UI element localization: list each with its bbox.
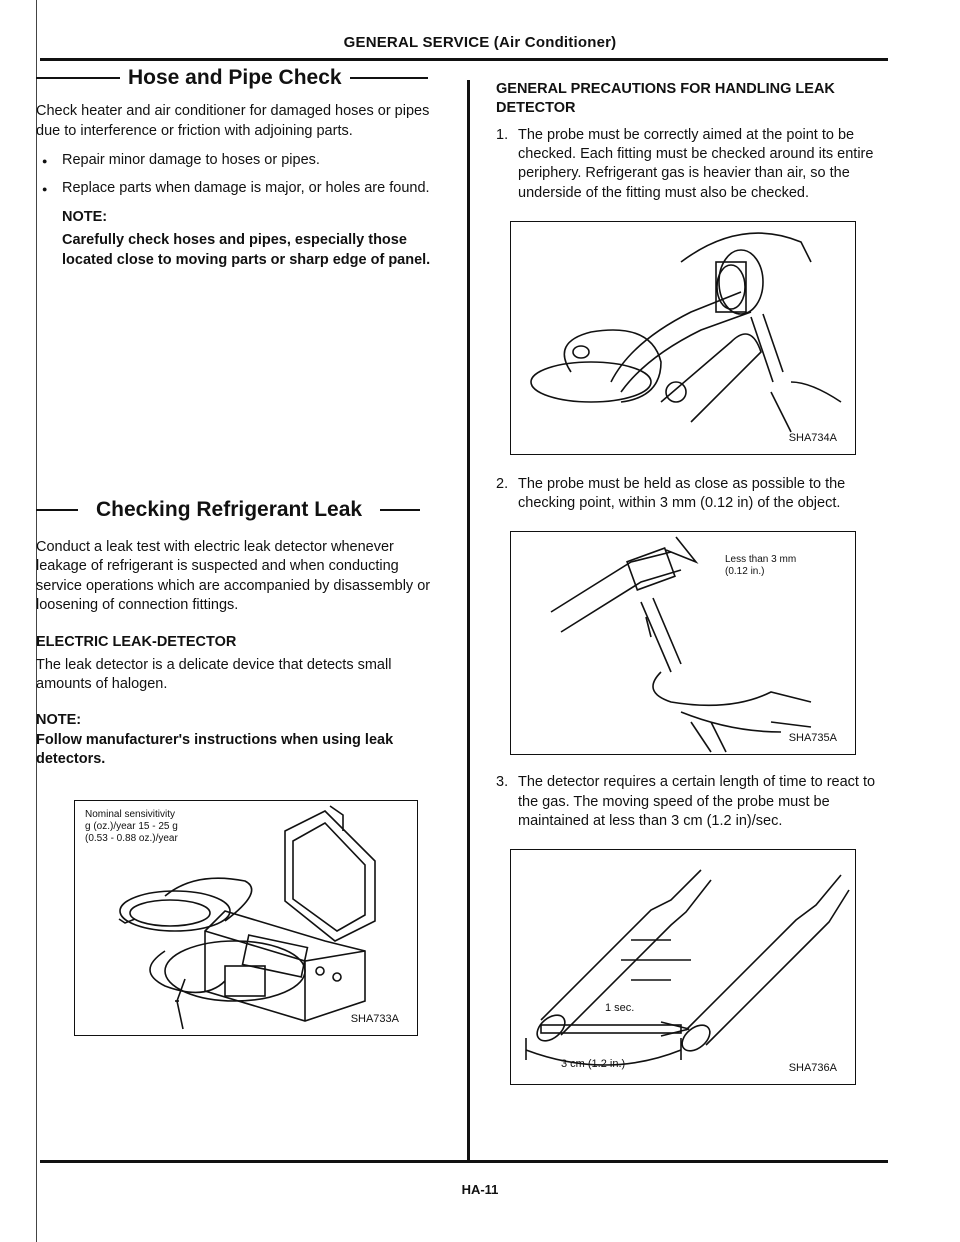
step-number: 1. xyxy=(496,126,509,143)
figure-code: SHA735A xyxy=(788,732,837,745)
right-column xyxy=(496,80,891,1085)
label-line: g (oz.)/year 15 - 25 g xyxy=(85,820,178,832)
probe-speed-illustration xyxy=(511,850,855,1084)
title-dash xyxy=(380,509,420,511)
title-dash xyxy=(350,77,428,79)
step-text: The probe must be held as close as possible to the checking point, within 3 mm (0.12 in) of the object. xyxy=(518,475,846,512)
label-line: (0.53 - 0.88 oz.)/year xyxy=(85,832,178,844)
step-item xyxy=(496,126,891,203)
distance-label: 3 cm (1.2 in.) xyxy=(561,1058,626,1071)
precautions-steps xyxy=(496,126,891,203)
leak-intro: Conduct a leak test with electric leak detector whenever leakage of refrigerant is suspected and when conducting service operations which are accompanied by disassembly or loosening of connection fittings. xyxy=(36,538,431,614)
section-title-text: Hose and Pipe Check xyxy=(128,66,342,89)
probe-aim-illustration xyxy=(511,222,855,454)
label-line: (0.12 in.) xyxy=(725,566,765,578)
note-text: Carefully check hoses and pipes, especially those located close to moving parts or sharp edge of panel. xyxy=(62,232,431,268)
section-title-text: Checking Refrigerant Leak xyxy=(96,497,363,521)
precautions-title: GENERAL PRECAUTIONS FOR HANDLING LEAK DETECTOR xyxy=(496,81,835,116)
figure-probe-aim xyxy=(510,221,856,455)
figure-label xyxy=(725,554,796,578)
figure-code: SHA734A xyxy=(788,431,837,444)
step-number: 2. xyxy=(496,475,509,492)
hose-bullet-list xyxy=(36,151,446,198)
label-line: Nominal sensivitivity xyxy=(85,808,176,820)
note-text: Follow manufacturer's instructions when using leak detectors. xyxy=(36,731,394,768)
bullet-item: ● Repair minor damage to hoses or pipes. xyxy=(36,151,446,171)
page-header: GENERAL SERVICE (Air Conditioner) xyxy=(343,34,617,51)
precautions-steps xyxy=(496,773,891,831)
figure-code: SHA736A xyxy=(788,1062,837,1075)
detector-text: The leak detector is a delicate device that detects small amounts of halogen. xyxy=(36,656,392,693)
title-dash xyxy=(36,77,120,79)
step-text: The detector requires a certain length of time to react to the gas. The moving speed of the probe must be maintained at less than 3 cm (1.2 in)/sec. xyxy=(518,774,876,829)
title-dash xyxy=(36,509,78,511)
note-label: NOTE: xyxy=(62,209,108,226)
label-line: Less than 3 mm xyxy=(725,554,797,566)
note-label: NOTE: xyxy=(36,712,82,728)
page-number: HA-11 xyxy=(461,1182,499,1197)
probe-distance-illustration xyxy=(511,532,855,754)
footer-rule xyxy=(40,1160,888,1163)
step-number: 3. xyxy=(496,774,509,791)
hose-note xyxy=(62,208,446,269)
header-rule xyxy=(40,58,888,61)
figure-probe-speed xyxy=(510,849,856,1085)
time-label: 1 sec. xyxy=(605,1002,635,1015)
figure-probe-distance xyxy=(510,531,856,755)
column-divider xyxy=(467,80,470,1163)
step-item xyxy=(496,773,891,831)
step-item xyxy=(496,475,891,514)
detector-note xyxy=(36,711,446,770)
figure-leak-detector xyxy=(74,800,418,1036)
hose-intro: Check heater and air conditioner for damaged hoses or pipes due to interference or friction with adjoining parts. xyxy=(36,103,430,139)
left-column xyxy=(36,66,446,1036)
step-text: The probe must be correctly aimed at the point to be checked. Each fitting must be checked around its entire periphery. Refrigerant gas is heavier than air, so the underside of the fitting must also be checked. xyxy=(518,126,874,201)
figure-code: SHA733A xyxy=(350,1012,399,1025)
section-title-hose xyxy=(36,66,446,90)
detector-subhead: ELECTRIC LEAK-DETECTOR xyxy=(36,633,237,650)
section-title-leak xyxy=(36,498,446,522)
figure-label xyxy=(85,809,178,845)
precautions-steps xyxy=(496,475,891,514)
bullet-item: ● Replace parts when damage is major, or holes are found. xyxy=(36,179,446,199)
